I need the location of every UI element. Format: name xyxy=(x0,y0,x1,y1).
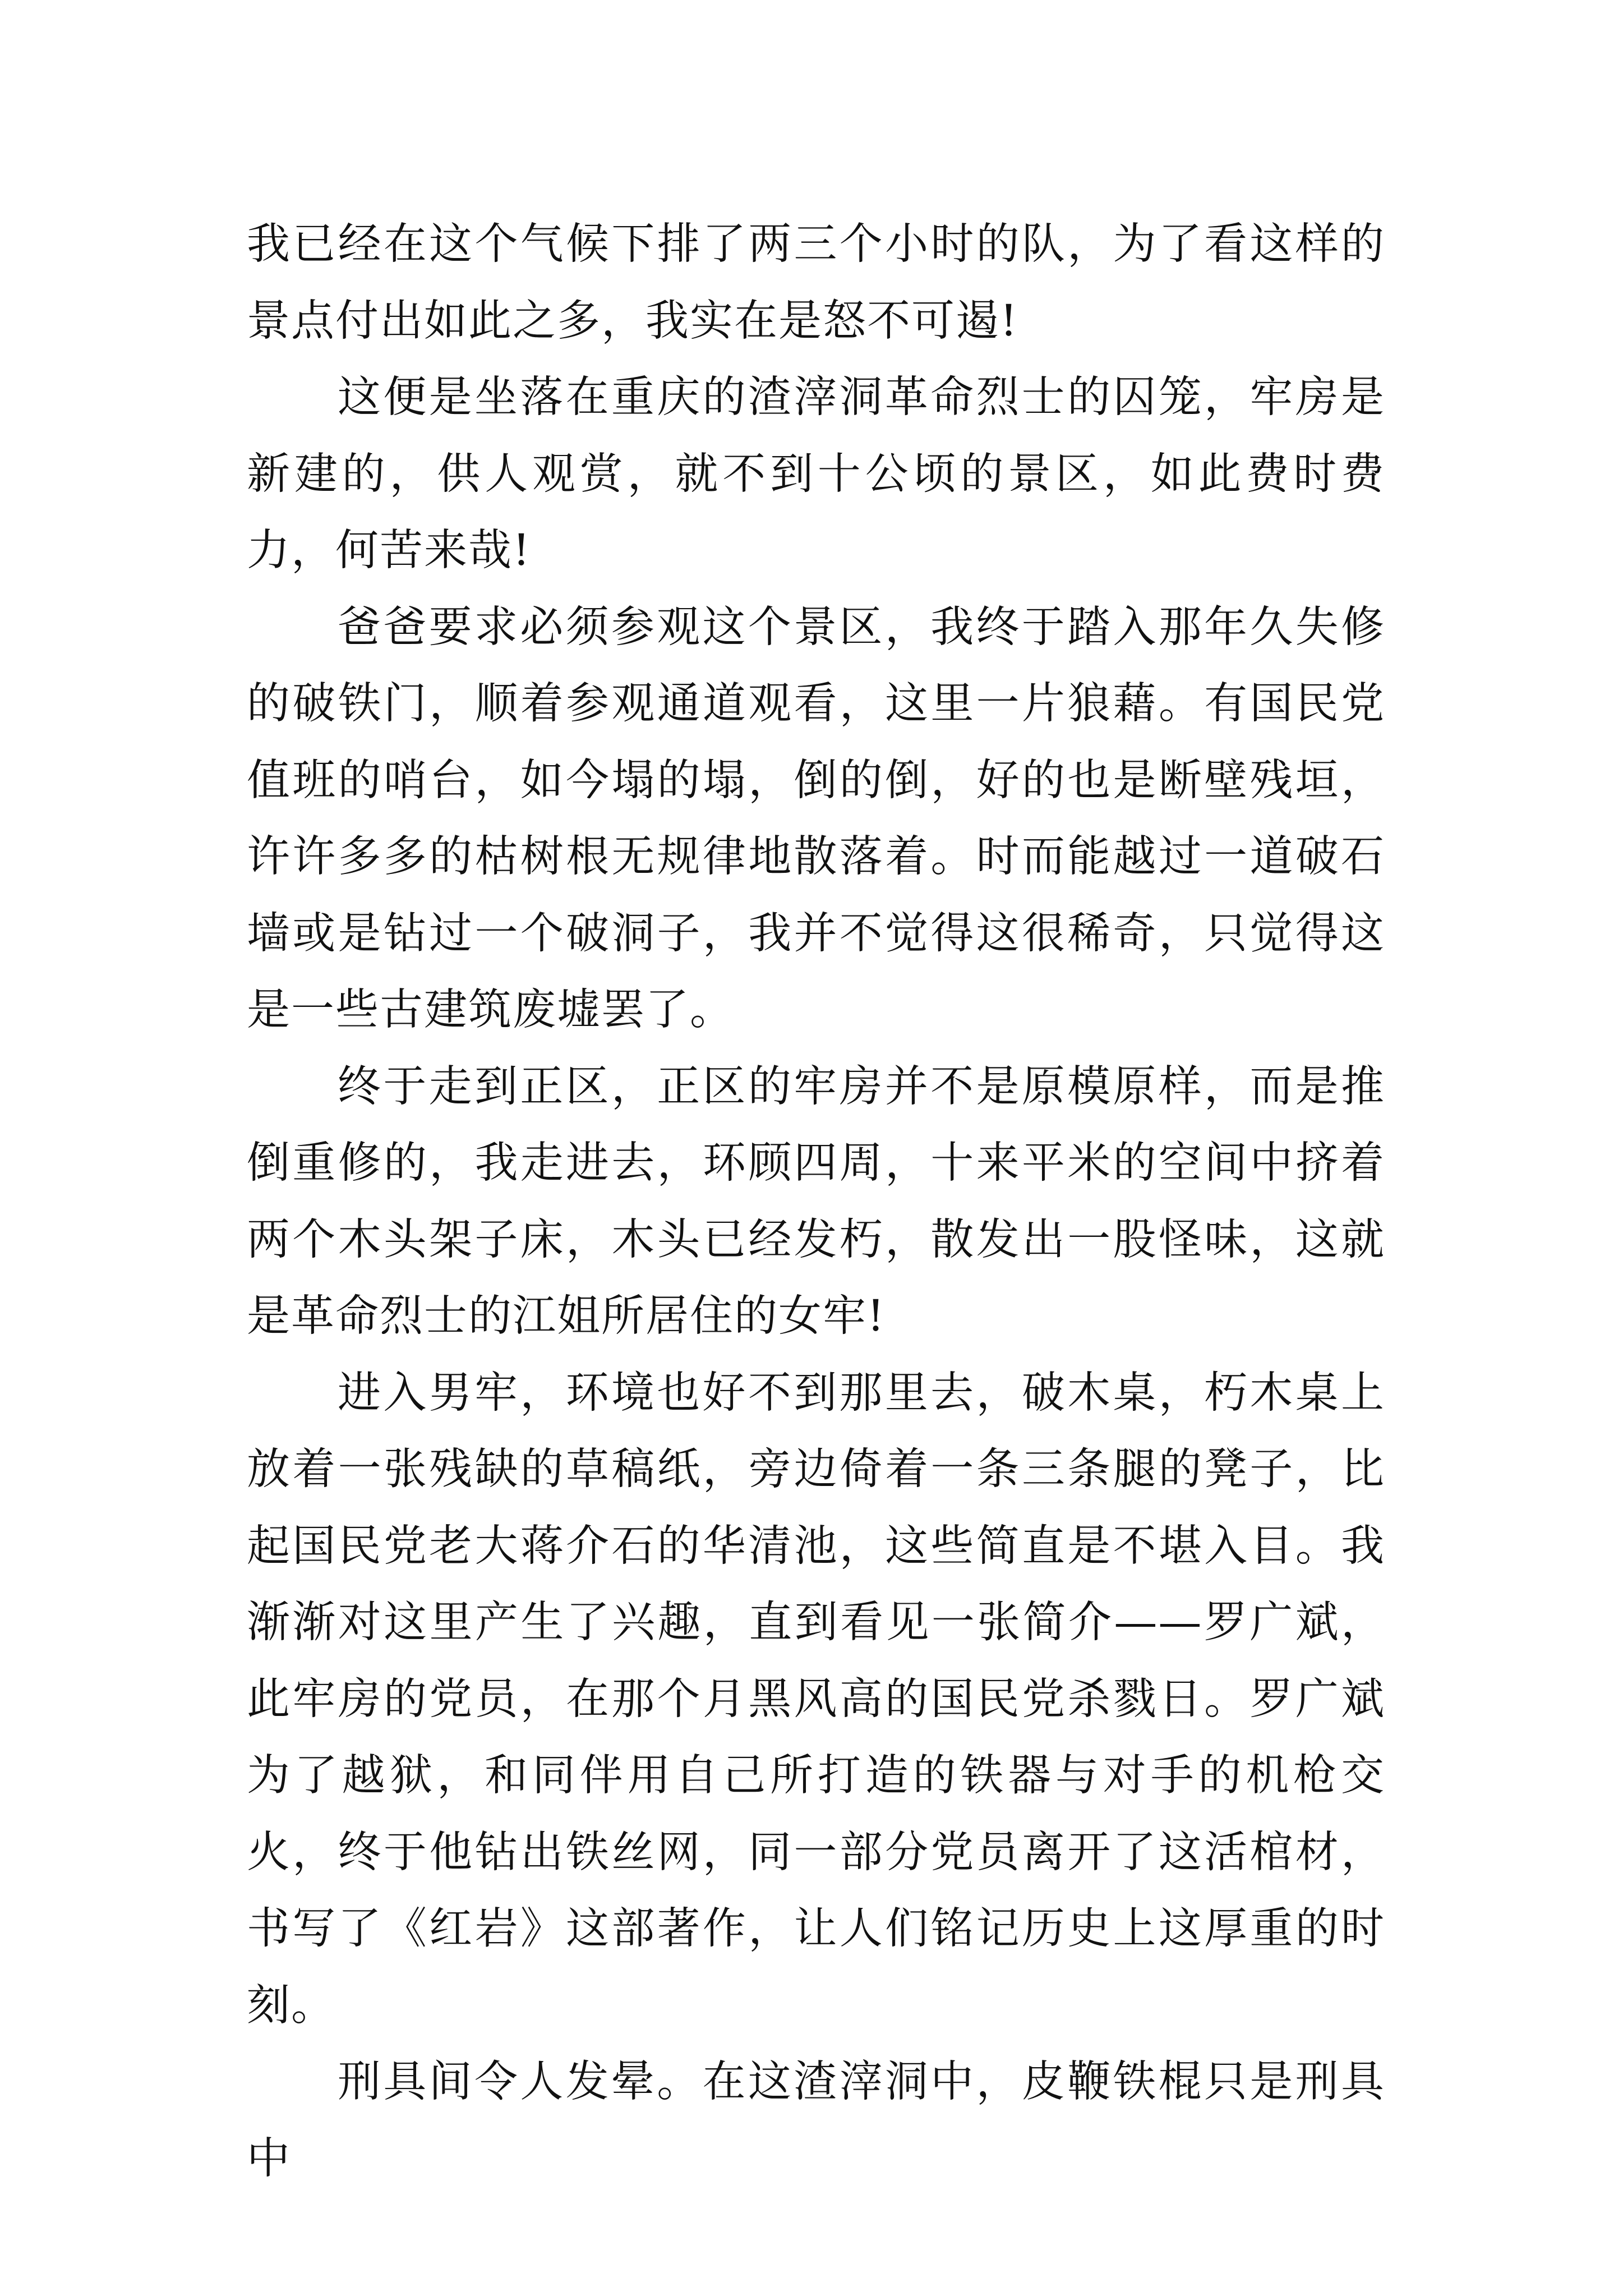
paragraph-6: 刑具间令人发晕。在这渣滓洞中，皮鞭铁棍只是刑具中 xyxy=(247,2057,1385,2184)
paragraph-5: 进入男牢，环境也好不到那里去，破木桌，朽木桌上放着一张残缺的草稿纸，旁边倚着一条三条腿的凳子，比起国民党老大蒋介石的华清池，这些简直是不堪入目。我渐渐对这里产生了兴趣，直到看见一张简介——罗广斌，此牢房的党员，在那个月黑风高的国民党杀戮日。罗广斌为了越狱，和同伴用自己所打造的铁器与对手的机枪交火，终于他钻出铁丝网，同一部分党员离开了这活棺材，书写了《红岩》这部著作，让人们铭记历史上这厚重的时刻。 xyxy=(247,1368,1385,2031)
paragraph-2: 这便是坐落在重庆的渣滓洞革命烈士的囚笼，牢房是新建的，供人观赏，就不到十公顷的景区，如此费时费力，何苦来哉! xyxy=(247,372,1385,576)
document-body xyxy=(247,206,1385,2197)
paragraph-3: 爸爸要求必须参观这个景区，我终于踏入那年久失修的破铁门，顺着参观通道观看，这里一片狼藉。有国民党值班的哨台，如今塌的塌，倒的倒，好的也是断壁残垣，许许多多的枯树根无规律地散落着。时而能越过一道破石墙或是钻过一个破洞子，我并不觉得这很稀奇，只觉得这是一些古建筑废墟罢了。 xyxy=(247,602,1385,1035)
paragraph-4: 终于走到正区，正区的牢房并不是原模原样，而是推倒重修的，我走进去，环顾四周，十来平米的空间中挤着两个木头架子床，木头已经发朽，散发出一股怪味，这就是革命烈士的江姐所居住的女牢! xyxy=(247,1061,1385,1341)
paragraph-1: 我已经在这个气候下排了两三个小时的队，为了看这样的景点付出如此之多，我实在是怒不可遏! xyxy=(247,219,1385,346)
